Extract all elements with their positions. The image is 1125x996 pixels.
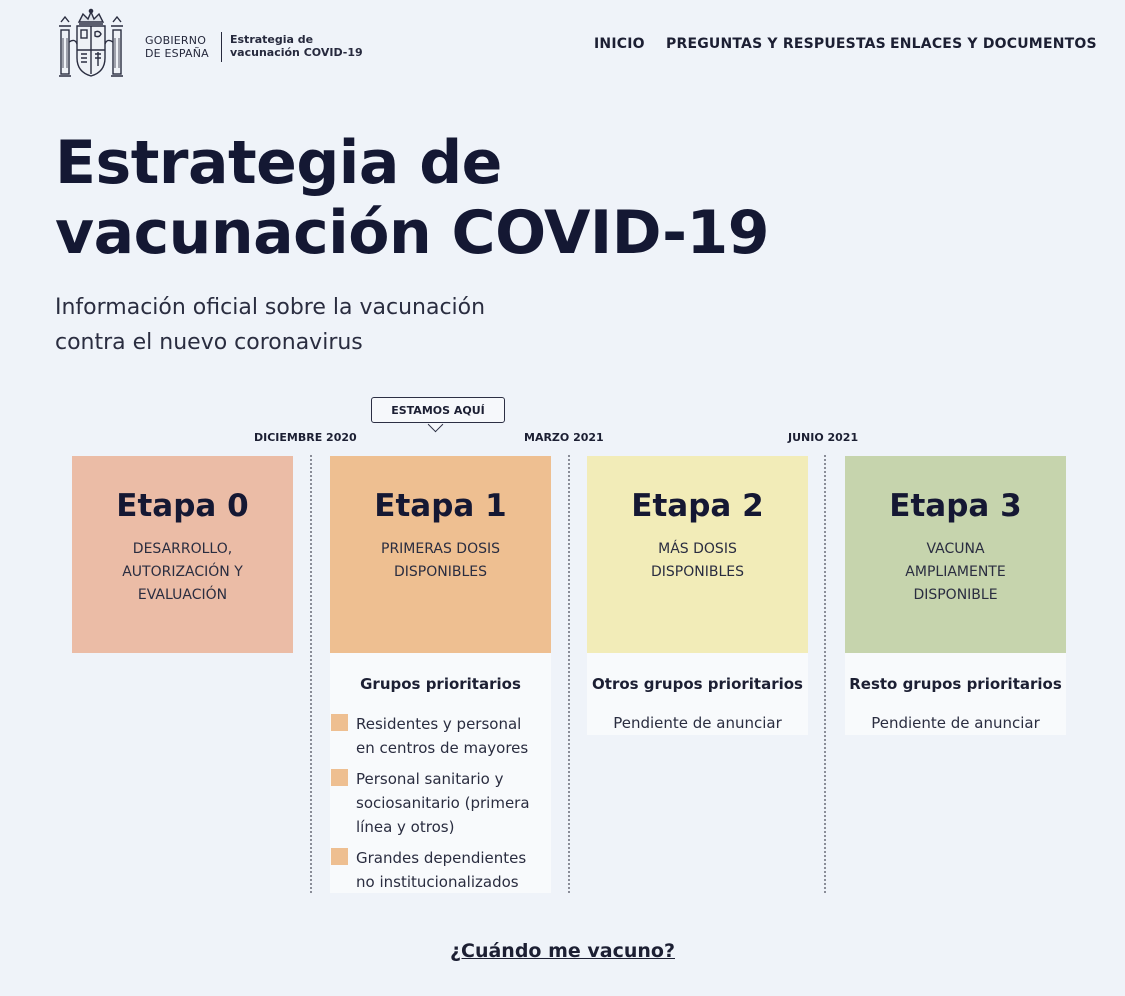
stage-title: Etapa 3 [889,488,1022,524]
priority-group-item [331,712,551,762]
site-name-line-1: Estrategia de [230,33,314,46]
nav-preguntas-y-respuestas[interactable]: PREGUNTAS Y RESPUESTAS [666,36,886,52]
priority-color-swatch [331,848,348,865]
nav-enlaces-y-documentos[interactable]: ENLACES Y DOCUMENTOS [890,36,1097,52]
stage-description [72,538,293,607]
priority-group-item [331,767,551,841]
group-status: Pendiente de anunciar [613,714,782,732]
stage-description-line: MÁS DOSIS [658,541,737,557]
date-marzo-2021: MARZO 2021 [524,431,604,444]
priority-group-text [356,712,528,760]
stage-description-line: DISPONIBLES [394,564,487,580]
nav-inicio[interactable]: INICIO [594,36,645,52]
page-subtitle-line-2: contra el nuevo coronavirus [55,330,363,355]
page-title-line-2: vacunación COVID-19 [55,198,770,268]
stage-title: Etapa 1 [374,488,507,524]
when-vaccinated-link-row [0,940,1125,962]
group-title-etapa-1: Grupos prioritarios [360,675,521,693]
stage-title: Etapa 0 [116,488,249,524]
page-subtitle-line-1: Información oficial sobre la vacunación [55,295,486,320]
page-title [55,128,769,268]
stage-description-line: PRIMERAS DOSIS [381,541,500,557]
priority-group-text [356,767,530,839]
stage-card-3 [845,456,1066,653]
site-name-line-2: vacunación COVID-19 [230,46,363,59]
government-label [145,34,209,60]
page-title-line-1: Estrategia de [55,128,502,198]
priority-color-swatch [331,769,348,786]
stage-title: Etapa 2 [631,488,764,524]
priority-group-text [356,846,526,894]
priority-group-line: Grandes dependientes [356,849,527,867]
stage-description-line: VACUNA [926,541,985,557]
site-name[interactable] [230,33,363,59]
stage-description-line: DESARROLLO, [132,541,233,557]
priority-group-line: en centros de mayores [356,739,529,757]
when-vaccinated-link[interactable]: ¿Cuándo me vacuno? [449,940,675,962]
priority-group-line: no institucionalizados [356,873,519,891]
priority-group-item [331,846,551,896]
stage-description-line: DISPONIBLE [913,587,998,603]
stage-card-1 [330,456,551,653]
coat-of-arms-logo[interactable] [52,8,130,86]
group-status: Pendiente de anunciar [871,714,1040,732]
group-title-etapa-2: Otros grupos prioritarios [592,675,803,693]
priority-group-line: Residentes y personal [356,715,522,733]
gov-line-1: GOBIERNO [145,34,207,47]
stage-card-0 [72,456,293,653]
timeline-divider [310,455,312,893]
stage-description [330,538,551,584]
stage-description-line: AUTORIZACIÓN Y [122,564,243,580]
group-title-etapa-3: Resto grupos prioritarios [849,675,1062,693]
timeline-divider [568,455,570,893]
priority-group-line: sociosanitario (primera [356,794,530,812]
header-divider [221,32,222,62]
stage-description-line: AMPLIAMENTE [905,564,1006,580]
date-diciembre-2020: DICIEMBRE 2020 [254,431,357,444]
priority-group-line: Personal sanitario y [356,770,504,788]
date-junio-2021: JUNIO 2021 [788,431,859,444]
stage-description-line: EVALUACIÓN [137,587,228,603]
stage-description-line: DISPONIBLES [651,564,744,580]
stage-description [845,538,1066,607]
priority-color-swatch [331,714,348,731]
stage-description [587,538,808,584]
page-subtitle [55,290,485,360]
stage-card-2 [587,456,808,653]
priority-group-line: línea y otros) [356,818,455,836]
gov-line-2: DE ESPAÑA [145,47,209,60]
current-stage-marker: ESTAMOS AQUÍ [371,397,505,423]
timeline-divider [824,455,826,893]
